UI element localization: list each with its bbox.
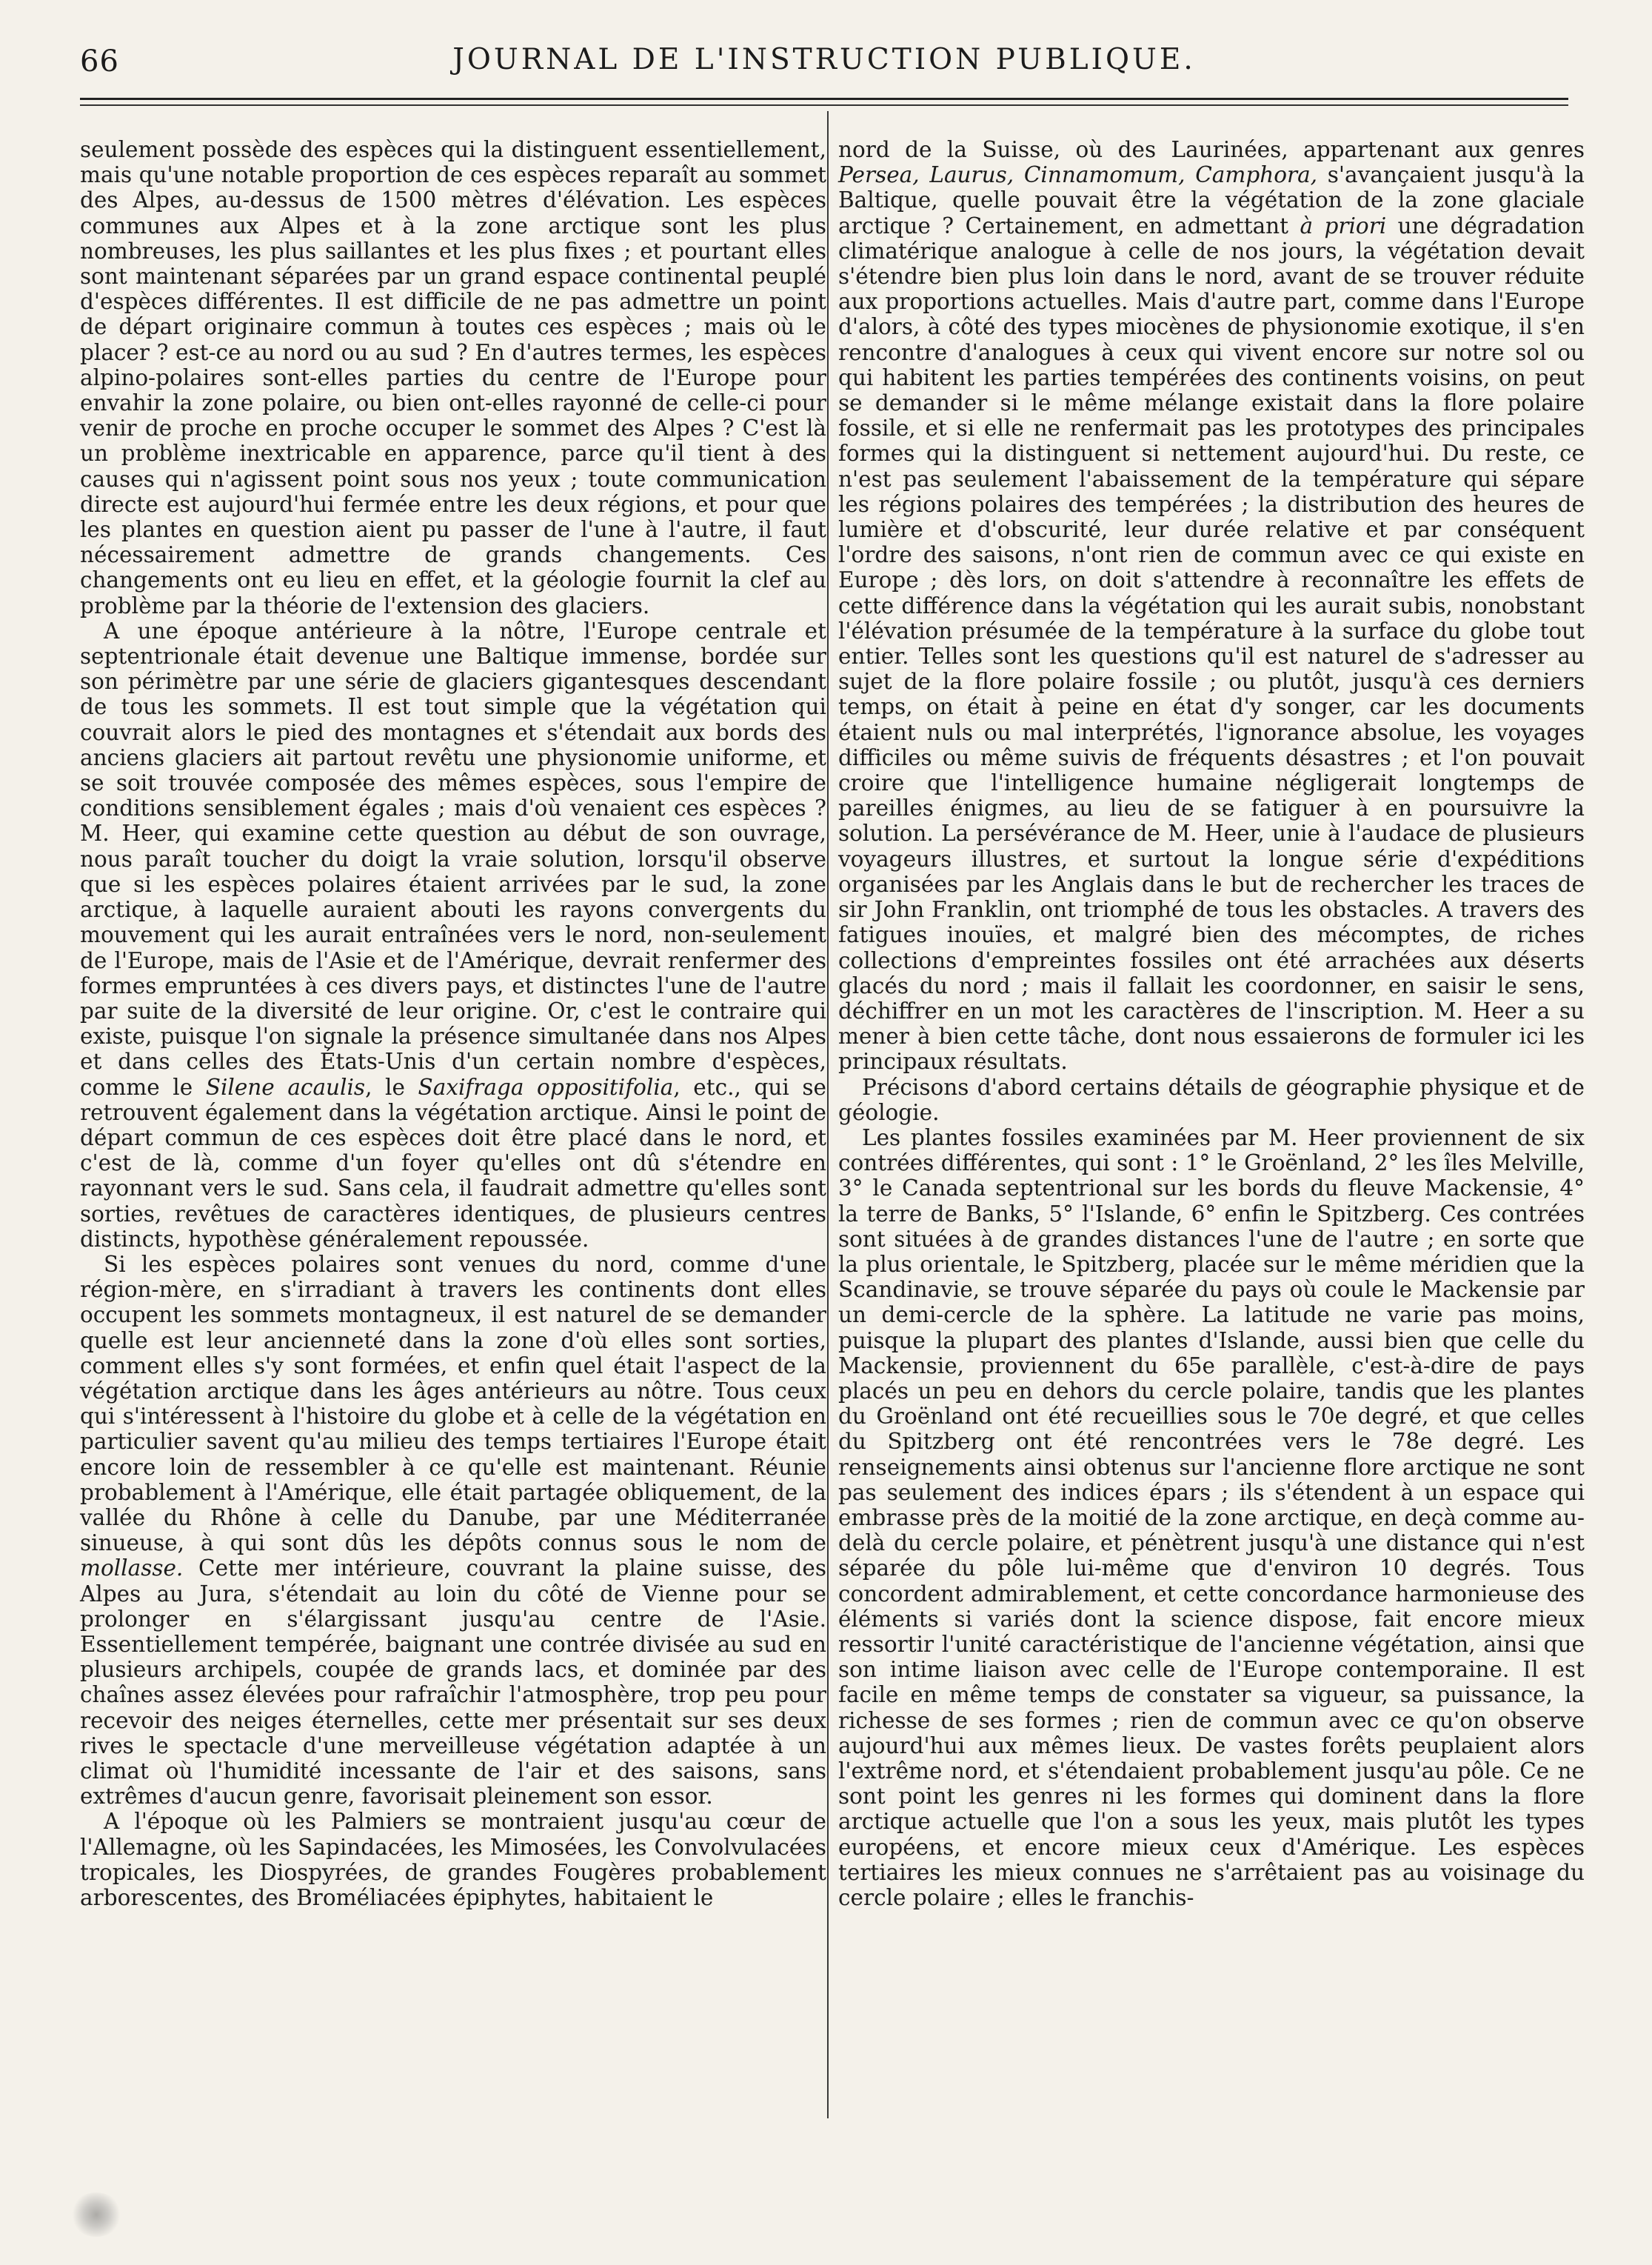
- text-run: , etc., qui se retrouvent également dans la végétation arctique. Ainsi le point de départ commun de ces espèces doit être placé dans le nord, et c'est de là, comme d'un foyer qu'elles ont dû s'étendre en rayonnant vers le sud. Sans cela, il faudrait admettre qu'elles sont sorties, revêtues de caractères identiques, de plusieurs centres distincts, hypothèse généralement repoussée.: [80, 1074, 826, 1252]
- italic-text: Saxifraga oppositifolia: [418, 1074, 674, 1100]
- column-divider: [827, 111, 829, 2118]
- text-run: seulement possède des espèces qui la distinguent essentiellement, mais qu'une notable proportion de ces espèces reparaît au sommet des Alpes, au-dessus de 1500 mètres d'élévation. Les espèces communes aux Alpes et à la zone arctique sont les plus nombreuses, les plus saillantes et les plus fixes ; et pourtant elles sont maintenant séparées par un grand espace continental peuplé d'espèces différentes. Il est difficile de ne pas admettre un point de départ originaire commun à toutes ces espèces ; mais où le placer ? est-ce au nord ou au sud ? En d'autres termes, les espèces alpino-polaires sont-elles parties du centre de l'Europe pour envahir la zone polaire, ou bien ont-elles rayonné de celle-ci pour venir de proche en proche occuper le sommet des Alpes ? C'est là un problème inextricable en apparence, parce qu'il tient à des causes qui n'agissent point sous nos yeux ; toute communication directe est aujourd'hui fermée entre les deux régions, et pour que les plantes en question aient pu passer de l'une à l'autre, il faut nécessairement admettre de grands changements. Ces changements ont eu lieu en effet, et la géologie fournit la clef au problème par la théorie de l'extension des glaciers.: [80, 137, 826, 618]
- text-run: Si les espèces polaires sont venues du nord, comme d'une région-mère, en s'irradiant à travers les continents dont elles occupent les sommets montagneux, il est naturel de se demander quelle est leur ancienneté dans la zone d'où elles sont sorties, comment elles s'y sont formées, et enfin quel était l'aspect de la végétation arctique dans les âges antérieurs au nôtre. Tous ceux qui s'intéressent à l'histoire du globe et à celle de la végétation en particulier savent qu'au milieu des temps tertiaires l'Europe était encore loin de ressembler à ce qu'elle est maintenant. Réunie probablement à l'Amérique, elle était partagée obliquement, de la vallée du Rhône à celle du Danube, par une Méditerranée sinueuse, à qui sont dûs les dépôts connus sous le nom de: [80, 1251, 826, 1556]
- header-rule-thick: [80, 98, 1568, 100]
- text-run: A une époque antérieure à la nôtre, l'Europe centrale et septentrionale était devenue une Baltique immense, bordée sur son périmètre par une série de glaciers gigantesques descendant de tous les sommets. Il est tout simple que la végétation qui couvrait alors le pied des montagnes et s'étendait aux bords des anciens glaciers ait partout revêtu une physionomie uniforme, et se soit trouvée composée des mêmes espèces, sous l'empire de conditions sensiblement égales ; mais d'où venaient ces espèces ? M. Heer, qui examine cette question au début de son ouvrage, nous paraît toucher du doigt la vraie solution, lorsqu'il observe que si les espèces polaires étaient arrivées par le sud, la zone arctique, à laquelle auraient abouti les rayons convergents du mouvement qui les aurait entraînées vers le nord, non-seulement de l'Europe, mais de l'Asie et de l'Amérique, devrait renfermer des formes empruntées à ces divers pays, et distinctes l'une de l'autre par suite de la diversité de leur origine. Or, c'est le contraire qui existe, puisque l'on signale la présence simultanée dans nos Alpes et dans celles des États-Unis d'un certain nombre d'espèces, comme le: [80, 618, 826, 1100]
- paragraph: [80, 1252, 826, 1809]
- text-run: A l'époque où les Palmiers se montraient jusqu'au cœur de l'Allemagne, où les Sapindacées, les Mimosées, les Convolvulacées tropicales, les Diospyrées, de grandes Fougères probablement arborescentes, des Broméliacées épiphytes, habitaient le: [80, 1809, 826, 1911]
- text-run: Cette mer intérieure, couvrant la plaine suisse, des Alpes au Jura, s'étendait au loin du côté de Vienne pour se prolonger en s'élargissant jusqu'au centre de l'Asie. Essentiellement tempérée, baignant une contrée divisée au sud en plusieurs archipels, coupée de grands lacs, et dominée par des chaînes assez élevées pour rafraîchir l'atmosphère, trop peu pour recevoir des neiges éternelles, cette mer présentait sur ses deux rives le spectacle d'une merveilleuse végétation adaptée à un climat où l'humidité incessante de l'air et des saisons, sans extrêmes d'aucun genre, favorisait pleinement son essor.: [80, 1555, 826, 1809]
- paragraph: [838, 1125, 1585, 1910]
- italic-text: Silene acaulis: [205, 1074, 366, 1100]
- ink-blot: [70, 2192, 122, 2237]
- text-run: Les plantes fossiles examinées par M. Heer proviennent de six contrées différentes, qui sont : 1° le Groënland, 2° les îles Melville, 3° le Canada septentrional sur les bords du fleuve Mackensie, 4° la terre de Banks, 5° l'Islande, 6° enfin le Spitzberg. Ces contrées sont situées à de grandes distances l'une de l'autre ; en sorte que la plus orientale, le Spitzberg, placée sur le même méridien que la Scandinavie, se trouve séparée du pays où coule le Mackensie par un demi-cercle de la sphère. La latitude ne varie pas moins, puisque la plupart des plantes d'Islande, aussi bien que celle du Mackensie, proviennent du 65e parallèle, c'est-à-dire de pays placés un peu en dehors du cercle polaire, tandis que les plantes du Groënland ont été recueillies sous le 70e degré, et que celles du Spitzberg ont été rencontrées vers le 78e degré. Les renseignements ainsi obtenus sur l'ancienne flore arctique ne sont pas seulement des indices épars ; ils s'étendent à un espace qui embrasse près de la moitié de la zone arctique, en deçà comme au-delà du cercle polaire, et pénètrent jusqu'à une distance qui n'est séparée du pôle lui-même que d'environ 10 degrés. Tous concordent admirablement, et cette concordance harmonieuse des éléments si variés dont la science dispose, fait encore mieux ressortir l'unité caractéristique de l'ancienne végétation, ainsi que son intime liaison avec celle de l'Europe contemporaine. Il est facile en même temps de constater sa vigueur, sa puissance, la richesse de ses formes ; rien de commun avec ce qu'on observe aujourd'hui aux mêmes lieux. De vastes forêts peuplaient alors l'extrême nord, et s'étendaient probablement jusqu'au pôle. Ce ne sont point les genres ni les formes qui dominent dans la flore arctique actuelle que l'on a sous les yeux, mais plutôt les types européens, et encore mieux ceux d'Amérique. Les espèces tertiaires les mieux connues ne s'arrêtaient pas au voisinage du cercle polaire ; elles le franchis-: [838, 1124, 1585, 1911]
- running-title: JOURNAL DE L'INSTRUCTION PUBLIQUE.: [452, 43, 1196, 76]
- page-number: 66: [80, 44, 119, 79]
- paragraph: [80, 137, 826, 618]
- paragraph: [838, 1075, 1585, 1125]
- header-rule-thin: [80, 104, 1568, 106]
- page-header: [80, 43, 1568, 95]
- text-run: s'avançaient jusqu'à la Baltique, quelle pouvait être la végétation de la zone glaciale arctique ? Certainement, en admettant: [838, 162, 1585, 238]
- text-run: nord de la Suisse, où des Laurinées, appartenant aux genres: [838, 137, 1585, 162]
- text-run: , le: [365, 1074, 418, 1100]
- text-run: une dégradation climatérique analogue à celle de nos jours, la végétation devait s'étendre bien plus loin dans le nord, avant de se trouver réduite aux proportions actuelles. Mais d'autre part, comme dans l'Europe d'alors, à côté des types miocènes de physionomie exotique, il s'en rencontre d'analogues à ceux qui vivent encore sur notre sol ou qui habitent les parties tempérées des continents voisins, on peut se demander si le même mélange existait dans la flore polaire fossile, et si elle ne renfermait pas les prototypes des principales formes qui la distinguent si nettement aujourd'hui. Du reste, ce n'est pas seulement l'abaissement de la température qui sépare les régions polaires des tempérées ; la distribution des heures de lumière et d'obscurité, leur durée relative et par conséquent l'ordre des saisons, n'ont rien de commun avec ce qui existe en Europe ; dès lors, on doit s'attendre à reconnaître les effets de cette différence dans la végétation qui les aurait subis, nonobstant l'élévation présumée de la température à la surface du globe tout entier. Telles sont les questions qu'il est naturel de s'adresser au sujet de la flore polaire fossile ; ou plutôt, jusqu'à ces derniers temps, on était à peine en état d'y songer, car les documents étaient nuls ou mal interprétés, l'ignorance absolue, les voyages difficiles ou même suivis de fréquents désastres ; et l'on pouvait croire que l'intelligence humaine négligerait longtemps de pareilles énigmes, au lieu de se fatiguer à en poursuivre la solution. La persévérance de M. Heer, unie à l'audace de plusieurs voyageurs illustres, et surtout la longue série d'expéditions organisées par les Anglais dans le but de rechercher les traces de sir John Franklin, ont triomphé de tous les obstacles. A travers des fatigues inouïes, et malgré bien des mécomptes, de riches collections d'empreintes fossiles ont été arrachées aux déserts glacés du nord ; mais il fallait les coordonner, en saisir le sens, déchiffrer en un mot les caractères de l'inscription. M. Heer a su mener à bien cette tâche, dont nous essaierons de formuler ici les principaux résultats.: [838, 213, 1585, 1075]
- italic-text: mollasse.: [80, 1555, 184, 1581]
- text-run: Précisons d'abord certains détails de géographie physique et de géologie.: [838, 1074, 1585, 1125]
- left-column: [80, 137, 826, 1910]
- paragraph: [80, 618, 826, 1252]
- right-column: [838, 137, 1585, 1910]
- italic-text: à priori: [1300, 213, 1387, 238]
- paragraph: [838, 137, 1585, 1075]
- paragraph: [80, 1809, 826, 1910]
- italic-text: Persea, Laurus, Cinnamomum, Camphora,: [838, 162, 1318, 188]
